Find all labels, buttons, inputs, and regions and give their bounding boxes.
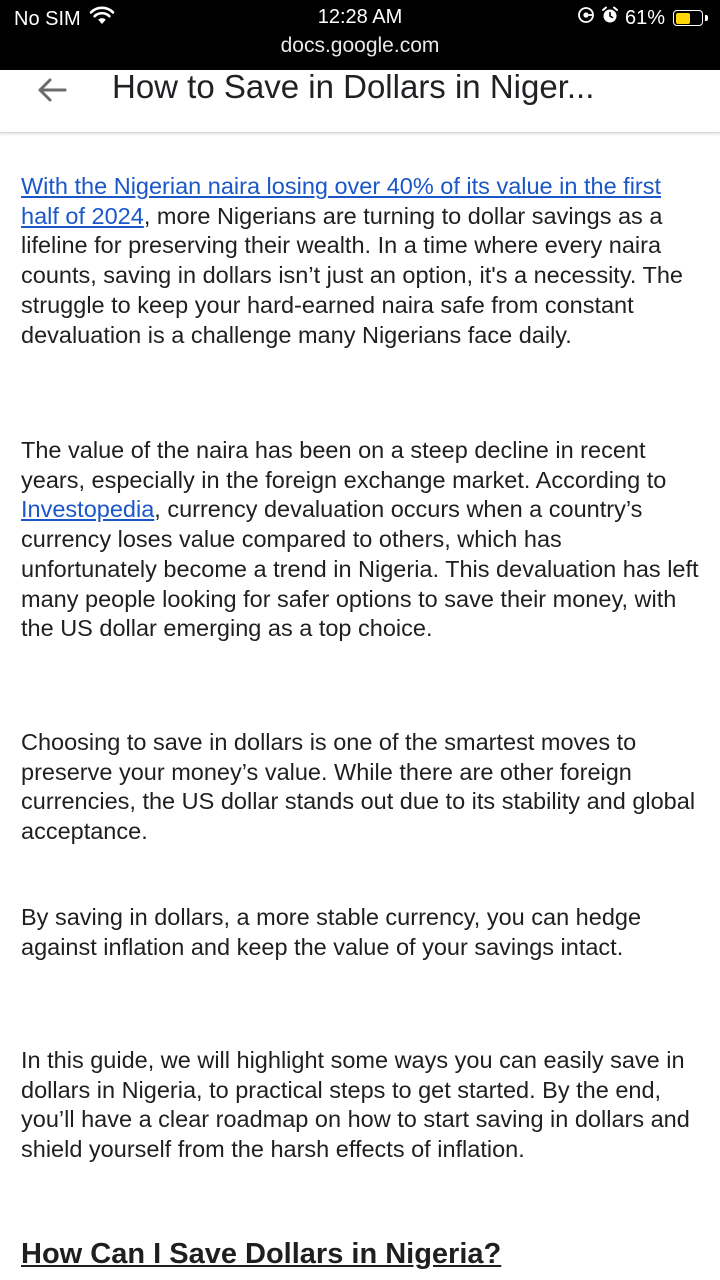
at-lock-icon: [577, 6, 595, 30]
status-time: 12:28 AM: [317, 6, 403, 28]
battery-tip: [705, 15, 708, 21]
paragraph-1: [21, 172, 701, 350]
alarm-icon: [601, 6, 619, 30]
paragraph-2-text-before: The value of the naira has been on a steep decline in recent years, especially in the foreign exchange market. According to: [21, 437, 667, 493]
url-label[interactable]: docs.google.com: [280, 34, 440, 57]
paragraph-5: In this guide, we will highlight some ways you can easily save in dollars in Nigeria, to practical steps to get started. By the end, you’ll have a clear roadmap on how to start saving in dollars and shield yourself from the harsh effects of inflation.: [21, 1047, 690, 1163]
document-title: How to Save in Dollars in Niger...: [112, 68, 595, 105]
document-body: [21, 172, 701, 1270]
naira-decline-link[interactable]: With the Nigerian naira losing over 40% of its value in the first half of 2024: [21, 173, 662, 229]
paragraph-4: By saving in dollars, a more stable currency, you can hedge against inflation and keep the value of your savings intact.: [21, 904, 642, 960]
status-bar: [0, 0, 720, 70]
battery-percent: 61%: [624, 6, 665, 29]
section-heading: How Can I Save Dollars in Nigeria?: [21, 1238, 502, 1270]
back-arrow-icon: [35, 76, 69, 109]
back-button[interactable]: [28, 72, 76, 112]
carrier-label: No SIM: [14, 7, 81, 30]
status-right: [577, 6, 708, 30]
doc-header: [0, 70, 720, 133]
battery-fill: [676, 13, 690, 24]
paragraph-2-text-after: , currency devaluation occurs when a country’s currency loses value compared to others, which has unfortunately become a trend in Nigeria. This devaluation has left many people looking for safer options to save their money, with the US dollar emerging as a top choice.: [21, 496, 699, 642]
paragraph-1-text: , more Nigerians are turning to dollar savings as a lifeline for preserving their wealth. In a time where every naira counts, saving in dollars isn’t just an option, it's a necessity. The struggle to keep your hard-earned naira safe from constant devaluation is a challenge many Nigerians face daily.: [21, 202, 683, 348]
investopedia-link[interactable]: Investopedia: [21, 496, 155, 523]
paragraph-3: Choosing to save in dollars is one of the smartest moves to preserve your money’s value. While there are other foreign currencies, the US dollar stands out due to its stability and global acceptance.: [21, 729, 696, 845]
paragraph-2: [21, 436, 701, 644]
battery-icon: [673, 10, 703, 26]
